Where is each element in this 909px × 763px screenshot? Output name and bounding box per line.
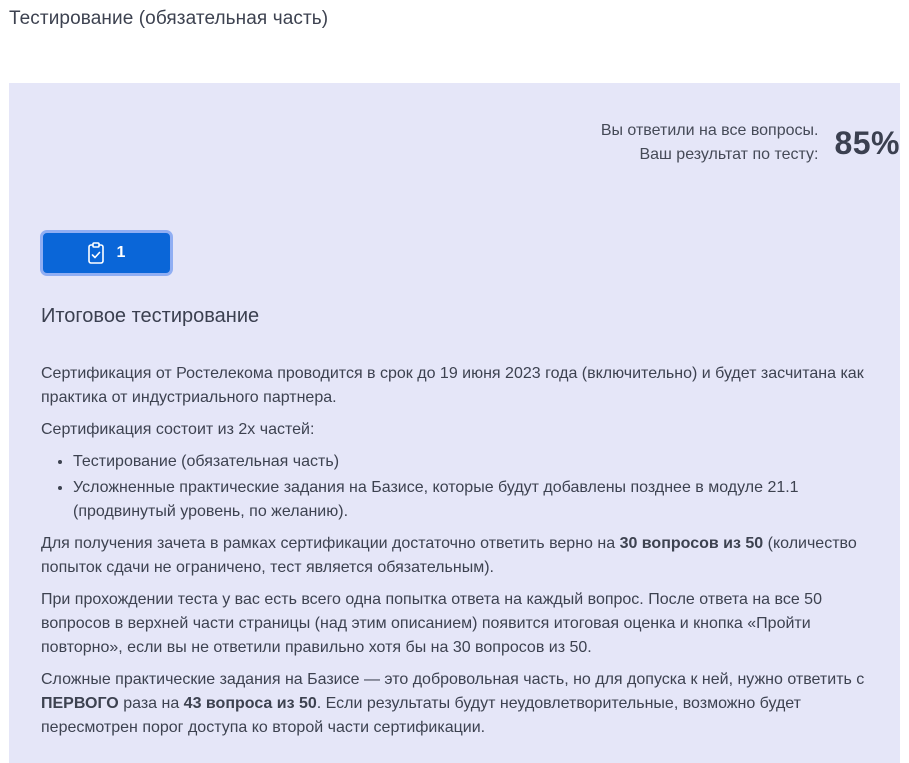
description	[41, 362, 871, 748]
question-tab-number: 1	[116, 244, 126, 261]
result-percent: 85%	[834, 124, 900, 161]
test-result	[601, 119, 900, 167]
description-paragraph	[41, 532, 871, 580]
bold-fragment: ПЕРВОГО	[41, 695, 119, 712]
list-item: • Тестирование (обязательная часть)	[73, 450, 871, 474]
text-fragment: Сложные практические задания на Базисе — это добровольная часть, но для допуска к ней, нужно ответить с	[41, 671, 865, 688]
text-fragment: Для получения зачета в рамках сертификации достаточно ответить верно на	[41, 535, 620, 552]
result-line-answered: Вы ответили на все вопросы.	[600, 122, 819, 139]
question-tab-1[interactable]	[40, 230, 173, 276]
text-fragment: . Если результаты будут неудовлетворительные, возможно будет пересмотрен порог доступа ко второй части сертификации.	[41, 695, 801, 736]
description-paragraph	[41, 668, 871, 740]
text-fragment: раза на	[118, 695, 184, 712]
parts-list	[41, 450, 871, 524]
description-paragraph: При прохождении теста у вас есть всего одна попытка ответа на каждый вопрос. После ответа на все 50 вопросов в верхней части страницы (над этим описанием) появится итоговая оценка и кнопка «Пройти повторно», если вы не ответили правильно хотя бы на 30 вопросов из 50.	[41, 591, 822, 656]
description-paragraph: Сертификация состоит из 2х частей:	[41, 421, 315, 438]
bold-fragment: 30 вопросов из 50	[619, 535, 764, 552]
description-paragraph: Сертификация от Ростелекома проводится в срок до 19 июня 2023 года (включительно) и будет засчитана как практика от индустриального партнера.	[41, 365, 864, 406]
result-line-score-label: Ваш результат по тесту:	[639, 146, 819, 163]
page-title: Тестирование (обязательная часть)	[9, 8, 329, 29]
result-text	[601, 119, 819, 167]
text-fragment: (количество попыток сдачи не ограничено, тест является обязательным).	[41, 535, 857, 576]
list-item: • Усложненные практические задания на Базисе, которые будут добавлены позднее в модуле 21.1 (продвинутый уровень, по желанию).	[73, 476, 871, 524]
clipboard-check-icon	[88, 242, 104, 264]
test-panel	[9, 83, 900, 763]
bold-fragment: 43 вопроса из 50	[183, 695, 317, 712]
section-title: Итоговое тестирование	[41, 305, 260, 327]
